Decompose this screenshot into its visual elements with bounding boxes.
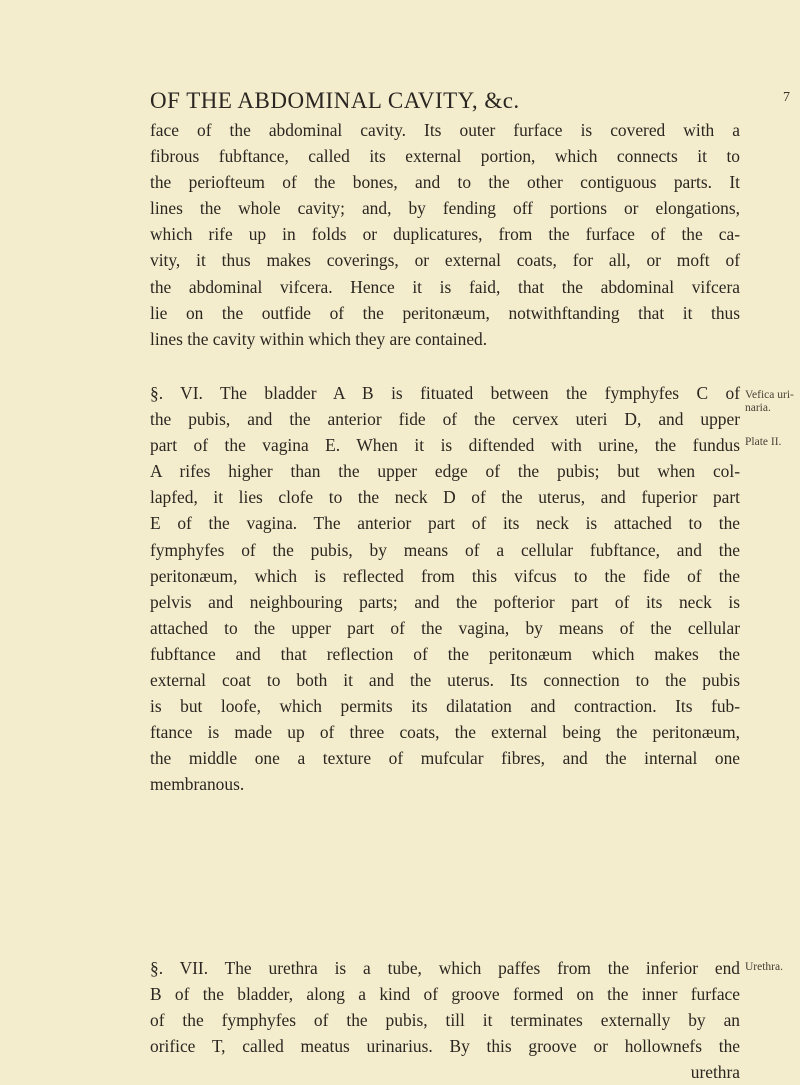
text-line: E of the vagina. The anterior part of its neck is attached to the [150, 513, 740, 534]
catchword: urethra [690, 1062, 740, 1083]
margin-note-vesica: Vefica uri-naria. [745, 389, 794, 414]
text-line: external coat to both it and the uterus. Its connection to the pubis [150, 670, 740, 691]
text-line: vity, it thus makes coverings, or external coats, for all, or moft of [150, 250, 740, 271]
text-line: orifice T, called meatus urinarius. By this groove or hollownefs the [150, 1036, 740, 1057]
text-line: attached to the upper part of the vagina, by means of the cellular [150, 617, 740, 638]
text-line: B of the bladder, along a kind of groove formed on the inner furface [150, 984, 740, 1005]
text-line: the middle one a texture of mufcular fibres, and the internal one [150, 748, 740, 769]
text-line: pelvis and neighbouring parts; and the pofterior part of its neck is [150, 591, 740, 612]
text-line: ftance is made up of three coats, the external being the peritonæum, [150, 722, 740, 743]
text-line: lines the whole cavity; and, by fending off portions or elongations, [150, 198, 740, 219]
paragraph-bladder [150, 380, 740, 798]
paragraph-urethra [150, 955, 740, 1085]
text-line: which rife up in folds or duplicatures, from the furface of the ca- [150, 224, 740, 245]
text-line: A rifes higher than the upper edge of the pubis; but when col- [150, 461, 740, 482]
text-line: membranous. [150, 774, 245, 795]
text-line: face of the abdominal cavity. Its outer furface is covered with a [150, 120, 740, 140]
text-line: is but loofe, which permits its dilatation and contraction. Its fub- [150, 696, 740, 717]
text-line: lapfed, it lies clofe to the neck D of the uterus, and fuperior part [150, 487, 740, 508]
margin-note-urethra: Urethra. [745, 961, 783, 973]
text-line: fibrous fubftance, called its external portion, which connects it to [150, 146, 740, 167]
text-line: part of the vagina E. When it is diftended with urine, the fundus [150, 435, 740, 456]
text-line: lie on the outfide of the peritonæum, notwithftanding that it thus [150, 302, 740, 323]
text-line: §. VI. The bladder A B is fituated between the fymphyfes C of [150, 383, 740, 403]
text-line: fymphyfes of the pubis, by means of a cellular fubftance, and the [150, 539, 740, 560]
text-line: §. VII. The urethra is a tube, which paffes from the inferior end [150, 958, 740, 978]
paragraph-peritoneum [150, 117, 740, 352]
text-line: fubftance and that reflection of the peritonæum which makes the [150, 643, 740, 664]
text-line: the periofteum of the bones, and to the other contiguous parts. It [150, 172, 740, 193]
text-line: the pubis, and the anterior fide of the cervex uteri D, and upper [150, 409, 740, 430]
text-line: the abdominal vifcera. Hence it is faid, that the abdominal vifcera [150, 276, 740, 297]
page-corner-mark: 7 [783, 90, 790, 105]
text-line: lines the cavity within which they are contained. [150, 328, 488, 349]
margin-note-plate: Plate II. [745, 436, 782, 448]
text-line: peritonæum, which is reflected from this vifcus to the fide of the [150, 565, 740, 586]
text-line: of the fymphyfes of the pubis, till it terminates externally by an [150, 1010, 740, 1031]
running-title: OF THE ABDOMINAL CAVITY, &c. [150, 88, 520, 113]
